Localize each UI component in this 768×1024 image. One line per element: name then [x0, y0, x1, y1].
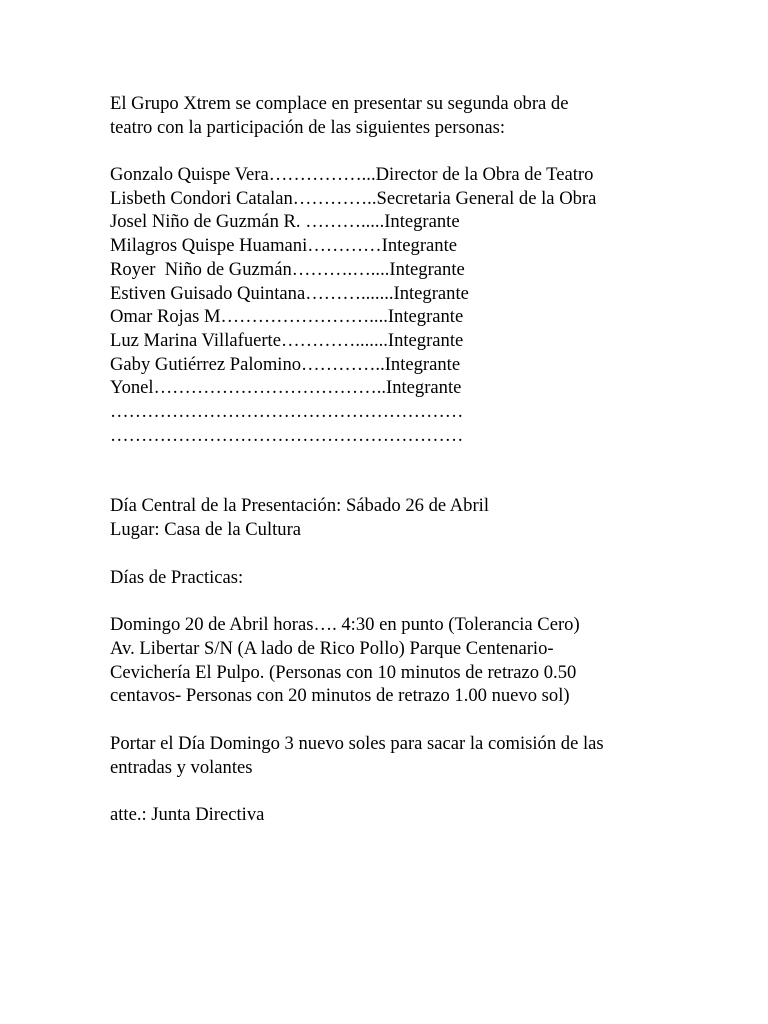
practice-line: Cevichería El Pulpo. (Personas con 10 minutos de retrazo 0.50: [110, 662, 577, 683]
participant-line: Josel Niño de Guzmán R. ……….....Integrante: [110, 211, 460, 232]
participant-line: Gaby Gutiérrez Palomino…………..Integrante: [110, 354, 461, 375]
intro-line: teatro con la participación de las siguientes personas:: [110, 117, 505, 138]
place-line: Lugar: Casa de la Cultura: [110, 519, 302, 540]
practice-heading: Días de Practicas:: [110, 567, 244, 588]
practice-line: centavos- Personas con 20 minutos de retrazo 1.00 nuevo sol): [110, 685, 570, 706]
participant-line: Lisbeth Condori Catalan…………..Secretaria General de la Obra: [110, 188, 597, 209]
practice-line: Av. Libertar S/N (A lado de Rico Pollo) Parque Centenario-: [110, 638, 554, 659]
note-line: Portar el Día Domingo 3 nuevo soles para sacar la comisión de las: [110, 733, 604, 754]
participant-line: Estiven Guisado Quintana……….......Integrante: [110, 283, 469, 304]
participant-line: Gonzalo Quispe Vera……………...Director de la Obra de Teatro: [110, 164, 594, 185]
participant-line: Milagros Quispe Huamani…………Integrante: [110, 235, 458, 256]
participant-line: Omar Rojas M……………………....Integrante: [110, 306, 464, 327]
participant-line: Yonel………………………………..Integrante: [110, 377, 462, 398]
practice-line: Domingo 20 de Abril horas…. 4:30 en punto (Tolerancia Cero): [110, 614, 580, 635]
participant-line: Luz Marina Villafuerte………….......Integrante: [110, 330, 464, 351]
signature: atte.: Junta Directiva: [110, 804, 265, 825]
participant-line: Royer Niño de Guzmán……….…....Integrante: [110, 259, 465, 280]
central-day-line: Día Central de la Presentación: Sábado 26 de Abril: [110, 495, 490, 516]
dotted-line: …………………………………………………: [110, 401, 464, 422]
note-line: entradas y volantes: [110, 757, 253, 778]
dotted-line: …………………………………………………: [110, 425, 464, 446]
intro-line: El Grupo Xtrem se complace en presentar su segunda obra de: [110, 93, 569, 114]
